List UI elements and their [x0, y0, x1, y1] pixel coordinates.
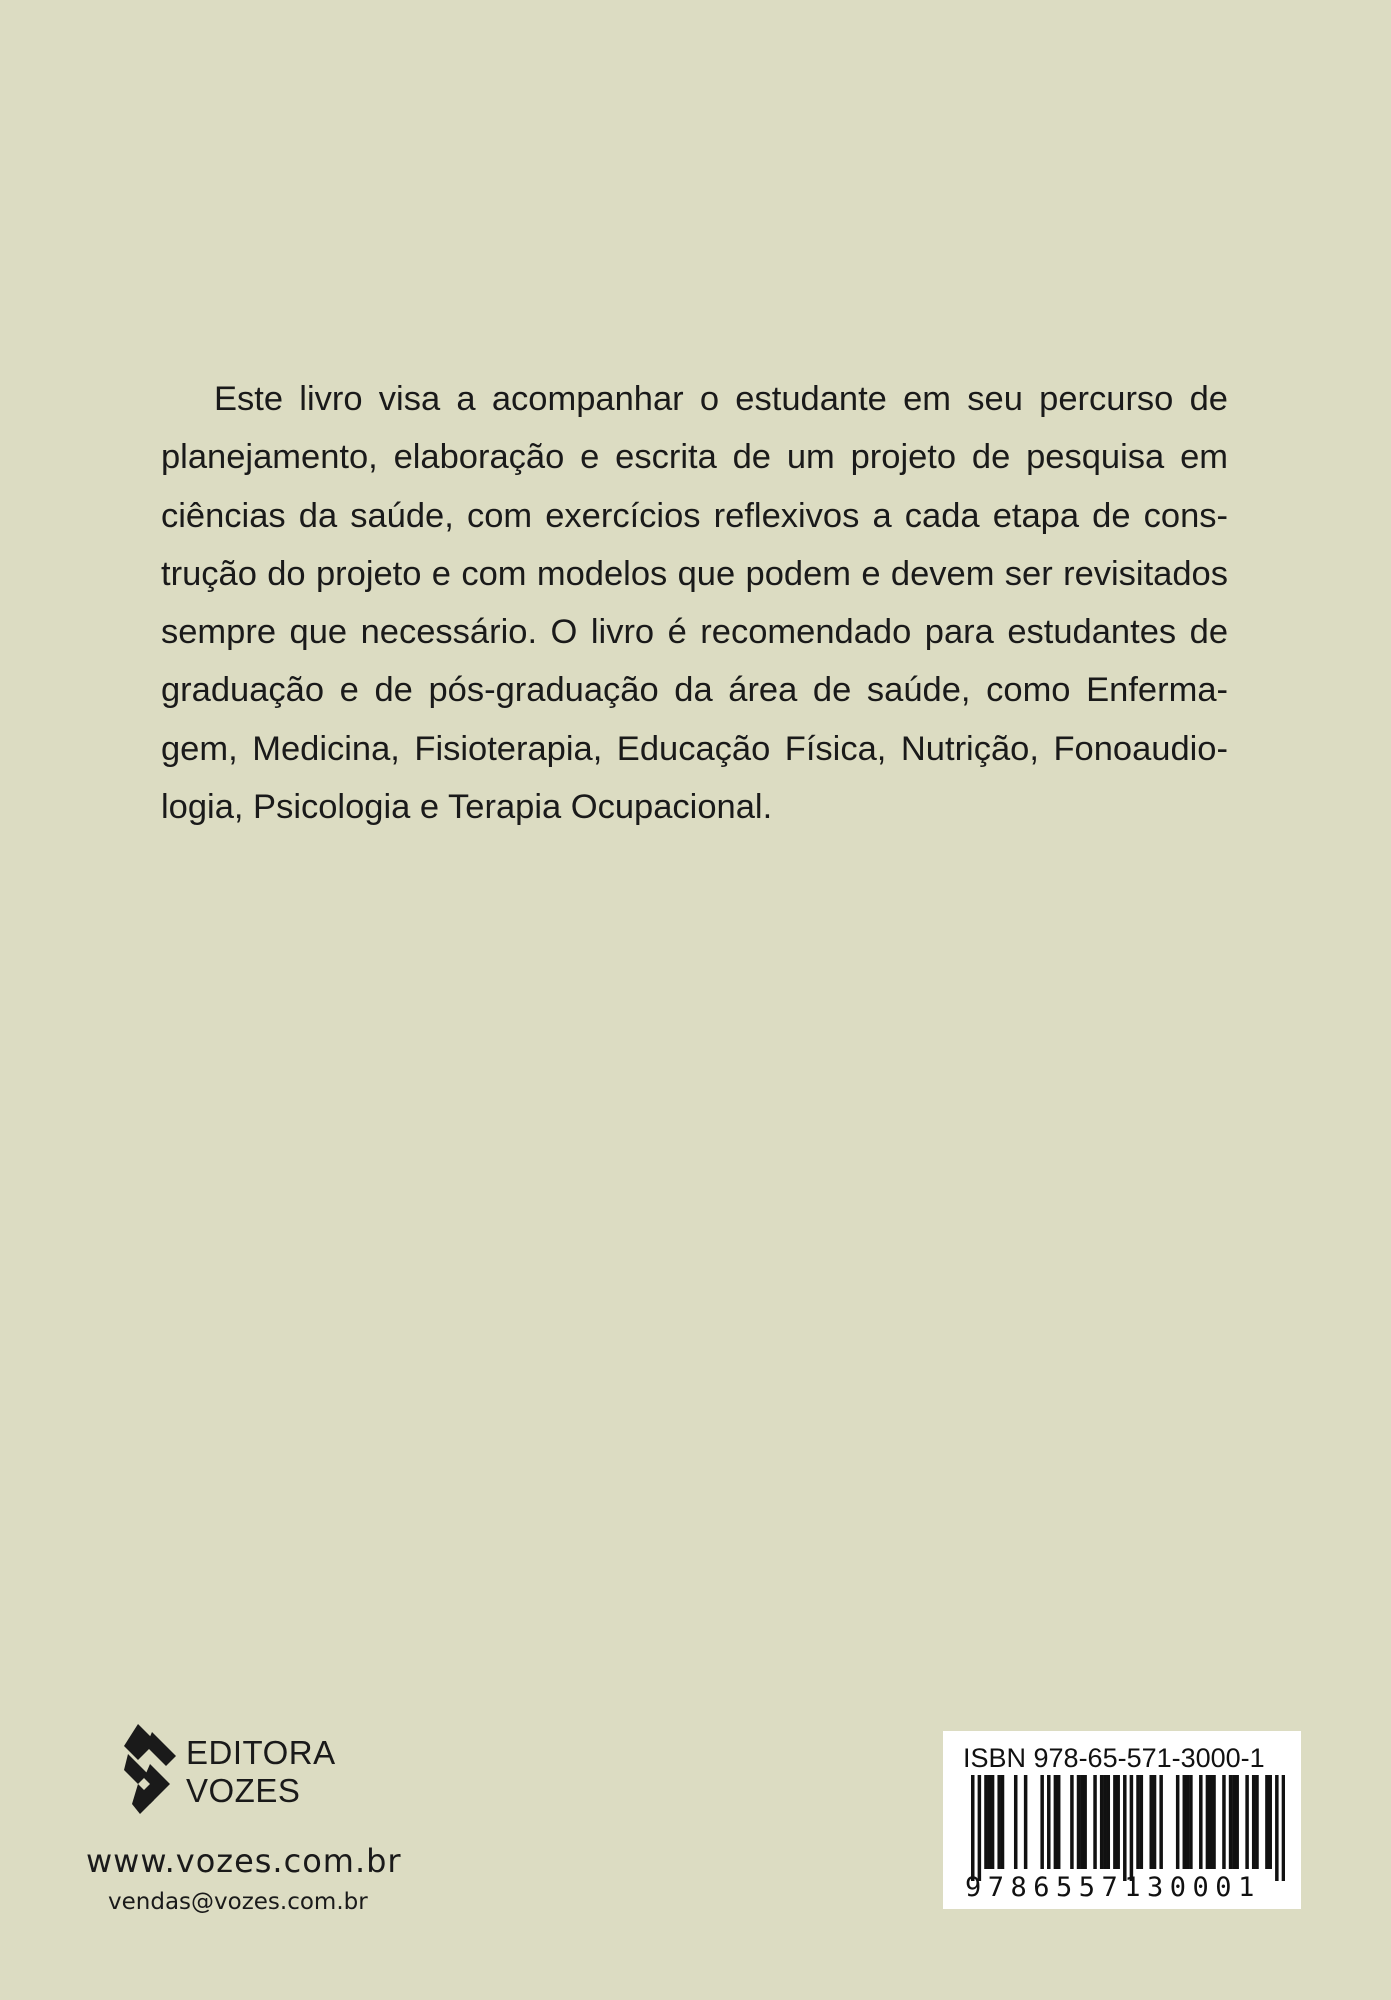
barcode-digits: 9786557130001	[965, 1872, 1261, 1903]
blurb-line: Este livro visa a acompanhar o estudante em seu percurso de	[214, 380, 1228, 418]
publisher-name	[186, 1734, 336, 1810]
barcode-bar	[978, 1775, 982, 1881]
barcode-bar	[1176, 1775, 1180, 1869]
barcode-bar	[1199, 1775, 1203, 1869]
publisher-email: vendas@vozes.com.br	[108, 1889, 368, 1915]
blurb-line: sempre que necessário. O livro é recomendado para estudantes de	[161, 613, 1228, 652]
barcode-bar	[1116, 1775, 1120, 1869]
barcode-bar	[1123, 1775, 1127, 1881]
barcode-bar	[1100, 1775, 1104, 1869]
barcode-bar	[1083, 1775, 1087, 1869]
barcode-bar	[1103, 1775, 1107, 1869]
barcode-bar	[1252, 1775, 1256, 1869]
barcode-bar	[1070, 1775, 1074, 1869]
barcode-bar	[1040, 1775, 1044, 1869]
barcode-bar	[1212, 1775, 1216, 1869]
barcode-bar	[1054, 1775, 1058, 1869]
barcode-bar	[1209, 1775, 1213, 1869]
barcode-bar	[1077, 1775, 1081, 1869]
barcode-bar	[1140, 1775, 1144, 1869]
barcode-bar	[1149, 1775, 1153, 1869]
barcode-bar	[1014, 1775, 1018, 1869]
barcode-bar	[1282, 1775, 1285, 1881]
isbn-label: ISBN 978-65-571-3000-1	[963, 1743, 1265, 1773]
barcode-bar	[1113, 1775, 1117, 1869]
barcode-bar	[1136, 1775, 1140, 1869]
barcode-bar	[1159, 1775, 1163, 1869]
blurb-line: ciências da saúde, com exercícios reflexivos a cada etapa de cons-	[161, 496, 1228, 535]
barcode-bar	[1235, 1775, 1239, 1869]
barcode-bar	[1189, 1775, 1193, 1869]
barcode-bar	[1255, 1775, 1259, 1869]
barcode-bar	[1229, 1775, 1233, 1869]
barcode-bar	[1001, 1775, 1005, 1869]
publisher-name-line1: EDITORA	[186, 1734, 336, 1771]
barcode-bar	[1057, 1775, 1061, 1869]
barcode-bar	[1232, 1775, 1236, 1869]
barcode-bar	[971, 1775, 975, 1881]
barcode-bar	[1183, 1775, 1187, 1869]
blurb-line: graduação e de pós-graduação da área de saúde, como Enferma-	[161, 671, 1228, 710]
barcode-bar	[991, 1775, 995, 1869]
barcode-bar	[1268, 1775, 1272, 1869]
barcode-bar	[1093, 1775, 1097, 1869]
barcode-bar	[988, 1775, 992, 1869]
barcode-bar	[1245, 1775, 1249, 1869]
barcode-bar	[1080, 1775, 1084, 1869]
barcode-bar	[1047, 1775, 1051, 1869]
barcode-icon	[971, 1775, 1285, 1881]
barcode-bar	[1130, 1775, 1134, 1881]
barcode-bar	[1186, 1775, 1190, 1869]
barcode-bar	[1275, 1775, 1279, 1881]
barcode-bar	[1153, 1775, 1157, 1869]
blurb-line: logia, Psicologia e Terapia Ocupacional.	[161, 788, 773, 827]
publisher-website: www.vozes.com.br	[86, 1842, 402, 1880]
barcode-bar	[1206, 1775, 1210, 1869]
barcode-bar	[1265, 1775, 1269, 1869]
publisher-name-line2: VOZES	[186, 1772, 301, 1809]
publisher-logo	[124, 1724, 354, 1814]
blurb-line: planejamento, elaboração e escrita de um projeto de pesquisa em	[161, 438, 1228, 477]
barcode-bar	[984, 1775, 988, 1869]
barcode-bar	[1222, 1775, 1226, 1869]
vozes-logo-icon	[124, 1724, 182, 1814]
barcode-bar	[1024, 1775, 1028, 1869]
back-cover-blurb	[161, 370, 1228, 836]
barcode-bar	[1107, 1775, 1111, 1869]
barcode-bar	[997, 1775, 1001, 1869]
isbn-barcode-box	[943, 1731, 1301, 1909]
blurb-line: trução do projeto e com modelos que podem e devem ser revisitados	[161, 554, 1228, 593]
blurb-line: gem, Medicina, Fisioterapia, Educação Física, Nutrição, Fonoaudio-	[161, 729, 1228, 768]
